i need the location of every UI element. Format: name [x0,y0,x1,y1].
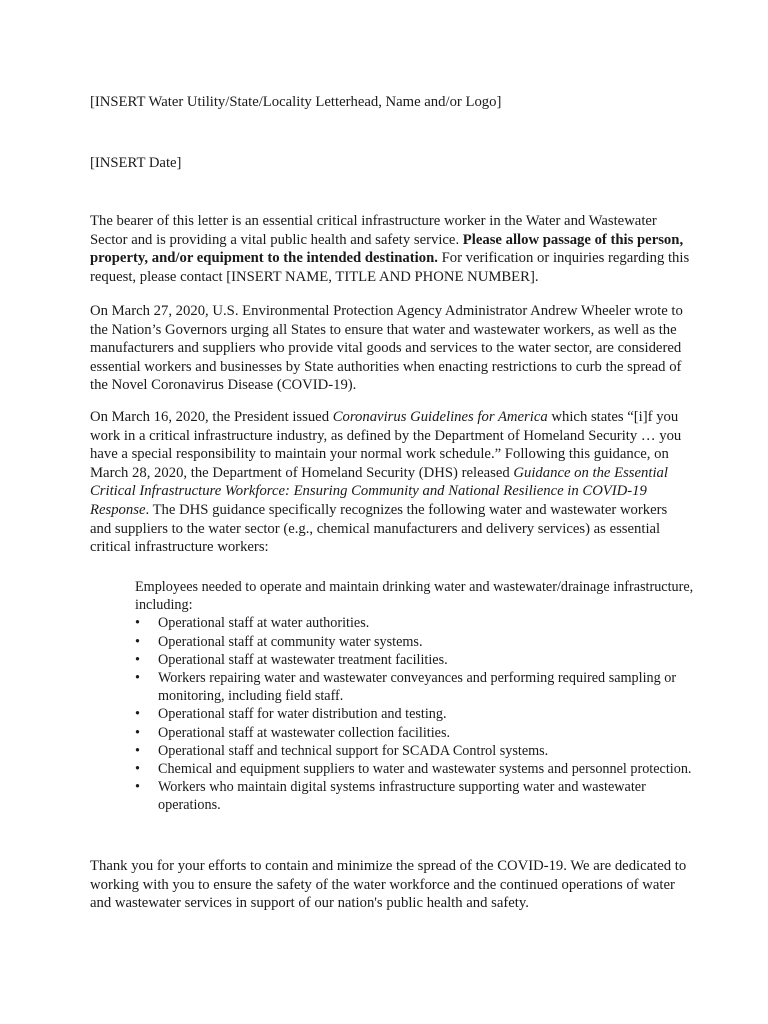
list-item-text: Operational staff at water authorities. [158,615,370,632]
dhs-text-3: . The DHS guidance specifically recognizes the following water and wastewater workers and suppliers to the water sector (e.g., chemical manufacturers and delivery services) as essential critical infrastructure workers: [90,501,668,556]
list-item [135,778,695,814]
guidance-title: Guidance on the Essential Critical Infrastructure Workforce: Ensuring Community and National Resilience in COVID-19 Response [90,464,668,518]
quote-intro: Employees needed to operate and maintain drinking water and wastewater/drainage infrastructure, including: [135,579,694,614]
bullet-icon: • [135,724,140,741]
dhs-text-2: which states “[i]f you work in a critical infrastructure industry, as defined by the Department of Homeland Security … you have a special responsibility to maintain your normal work schedule.” Following this guidance, on March 28, 2020, the Department of Homeland Security (DHS) released [90,409,682,481]
list-item-text: Workers repairing water and wastewater conveyances and performing required sampling or monitoring, including field staff. [158,670,677,705]
list-item-text: Workers who maintain digital systems infrastructure supporting water and wastewater operations. [158,779,646,814]
list-item [135,724,695,742]
letterhead-placeholder: [INSERT Water Utility/State/Locality Letterhead, Name and/or Logo] [90,94,502,110]
intro-paragraph [90,212,690,286]
intro-text-end: For verification or inquiries regarding this request, please contact [INSERT NAME, TITLE AND PHONE NUMBER]. [90,250,690,285]
list-item [135,614,695,632]
closing-paragraph: Thank you for your efforts to contain and minimize the spread of the COVID-19. We are dedicated to working with you to ensure the safety of the water workforce and the continued operations of water and wastewater services in support of our nation's public health and safety. [90,858,687,912]
epa-paragraph: On March 27, 2020, U.S. Environmental Protection Agency Administrator Andrew Wheeler wrote to the Nation’s Governors urging all States to ensure that water and wastewater workers, as well as the manufacturers and suppliers who provide vital goods and services to the water sector, are considered essential workers and businesses by State authorities when enacting restrictions to curb the spread of the Novel Coronavirus Disease (COVID-19). [90,303,683,394]
guidelines-title: Coronavirus Guidelines for America [332,409,548,425]
list-item [135,742,695,760]
bullet-icon: • [135,651,140,668]
bullet-icon: • [135,779,140,796]
list-item-text: Operational staff at wastewater collection facilities. [158,724,451,741]
list-item-text: Operational staff and technical support for SCADA Control systems. [158,742,549,759]
quoted-guidance-block [135,578,695,815]
dhs-paragraph [90,408,690,557]
bullet-icon: • [135,742,140,759]
dhs-text-1: On March 16, 2020, the President issued [90,409,333,425]
list-item [135,633,695,651]
worker-list [135,614,695,814]
passage-request-bold: Please allow passage of this person, property, and/or equipment to the intended destination. [90,231,684,267]
bullet-icon: • [135,615,140,632]
bullet-icon: • [135,761,140,778]
list-item [135,669,695,705]
bullet-icon: • [135,706,140,723]
date-placeholder: [INSERT Date] [90,155,182,171]
list-item-text: Operational staff for water distribution and testing. [158,706,447,723]
list-item-text: Operational staff at community water systems. [158,633,423,650]
list-item-text: Chemical and equipment suppliers to water and wastewater systems and personnel protection. [158,761,692,778]
list-item-text: Operational staff at wastewater treatment facilities. [158,651,448,668]
list-item [135,705,695,723]
bullet-icon: • [135,633,140,650]
list-item [135,651,695,669]
bullet-icon: • [135,670,140,687]
list-item [135,760,695,778]
intro-text-start: The bearer of this letter is an essential critical infrastructure worker in the Water and Wastewater Sector and is providing a vital public health and safety service. [90,213,657,248]
